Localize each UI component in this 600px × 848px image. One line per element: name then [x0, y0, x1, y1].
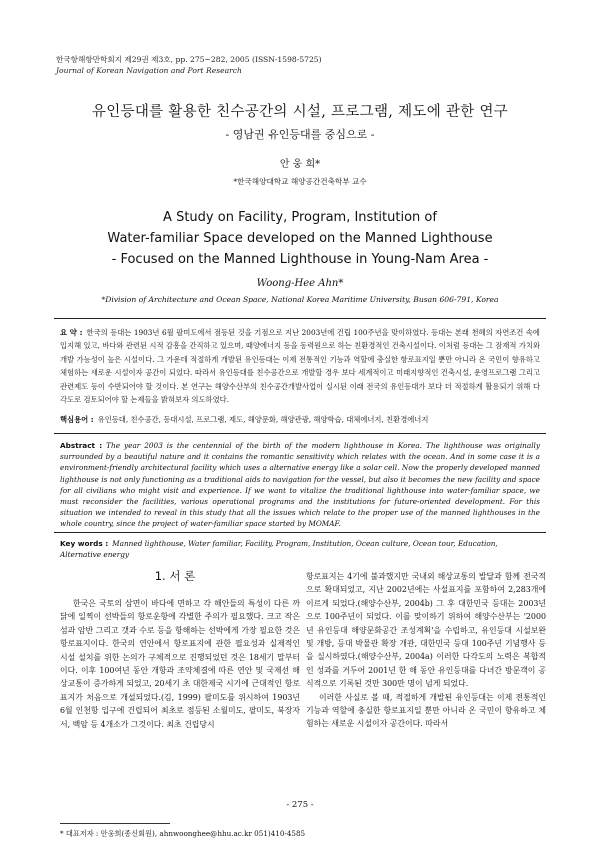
keywords-top-rule [54, 532, 546, 533]
title-en-line-3: - Focused on the Manned Lighthouse in Young-Nam Area - [111, 252, 489, 267]
paper-subtitle-korean: - 영남권 유인등대를 중심으로 - [225, 128, 375, 141]
page-number: - 275 - [286, 800, 314, 810]
journal-issue-line: 한국항해항만학회지 제29권 제3호, pp. 275~282, 2005 (ISSN-1598-5725) [56, 55, 322, 64]
abstract-korean [60, 326, 540, 406]
section-heading-introduction: 1. 서 론 [154, 569, 196, 583]
journal-header [56, 54, 322, 76]
paper-title-english [60, 207, 540, 270]
paper-title-korean: 유인등대를 활용한 친수공간의 시설, 프로그램, 제도에 관한 연구 [91, 104, 509, 120]
affiliation-english: *Division of Architecture and Ocean Space, National Korea Maritime University, Busan 606-791, Korea [101, 295, 499, 304]
keywords-english [60, 538, 540, 560]
intro-paragraph-1: 한국은 국토의 삼면이 바다에 면하고 각 해안들의 특성이 다른 까닭에 일찍이 선박들의 항로운항에 각별한 주의가 필요했다. 크고 작은 섬과 암반 그리고 갯과 수로 등을 항해하는 선박에게 가장 필요한 것은 항로표지이다. 한국의 연안에서 항로표지에 관한 필요성과 실제적인 시설 설치를 위한 논의가 구체적으로 진행되었던 것은 18세기 말부터이다. 이후 100여년 동안 개항과 조약체결에 따른 연안 및 국제선 해상교통이 증가하게 되었고, 20세기 초 대한제국 시기에 근대적인 항로표지가 처음으로 개설되었다.(김, 1999) 팔미도를 위시하여 1903년 6월 인천항 입구에 건립되어 최초로 점등된 소월미도, 팔미도, 북장자서, 백암 등 4개소가 그것이다. 최초 건립당시 [60, 599, 300, 729]
title-en-line-2: Water-familiar Space developed on the Manned Lighthouse [107, 231, 493, 246]
keywords-ko-text: 유인등대, 친수공간, 등대시설, 프로그램, 제도, 해양문화, 해양관광, 해양학습, 대체에너지, 친환경에너지 [97, 415, 429, 424]
footnote-rule [60, 823, 170, 824]
keywords-en-text: Manned lighthouse, Water familiar, Facility, Program, Institution, Ocean culture, Ocean tour, Education, Alternative energy [60, 539, 498, 559]
abstract-ko-label: 요 약 : [60, 328, 83, 337]
affiliation-korean: *한국해양대학교 해양공간건축학부 교수 [233, 177, 367, 186]
abstract-english [60, 440, 540, 530]
corresponding-author-footnote: * 대표저자 : 안웅희(종신회원), ahnwoonghee@hhu.ac.kr 051)410-4585 [60, 829, 306, 838]
abstract-middle-rule [54, 433, 546, 434]
abstract-ko-text: 한국의 등대는 1903년 6월 팔미도에서 점등된 것을 기점으로 지난 2003년에 건립 100주년을 맞이하였다. 등대는 본래 천혜의 자연조건 속에 입지해 있고, 바다와 관련된 시적 감흥을 간직하고 있으며, 때양에너지 등을 동력원으로 하는 친환경적인 건축시설이다. 이처럼 등대는 그 잠재적 가치와 개발 가능성이 높은 시설이다. 그 가운데 적절하게 개발된 유인등대는 이제 전통적인 기능과 역할에 충실한 항로표지일 뿐만 아니라 온 국민이 향유하고 체험하는 새로운 시설이자 공간이 되었다. 따라서 유인등대를 친수공간으로 개발할 경우 보다 세계적이고 미래지향적인 건축시설, 운영프로그램 그리고 관련제도 등이 수반되어야 할 것이다. 본 연구는 해양수산부의 친수공간개발사업이 실시된 이래 전국의 유인등대가 보다 더 적절하게 활용되기 위해 다각도로 검토되어야 할 논제들을 밝혀보자 의도하였다. [60, 328, 540, 405]
author-korean: 안 웅 희* [279, 159, 321, 170]
title-en-line-1: A Study on Facility, Program, Institution of [163, 210, 437, 225]
abstract-top-rule [54, 318, 546, 319]
intro-paragraph-2: 이러한 사실로 볼 때, 적절하게 개발된 유인등대는 이제 전통적인 기능과 역할에 충실한 항로표지일 뿐만 아니라 온 국민이 향유하고 체험하는 새로운 시설이자 공간이다. 따라서 [306, 692, 546, 729]
journal-name-line: Journal of Korean Navigation and Port Research [56, 66, 242, 75]
intro-paragraph-continued: 항로표지는 4기에 불과했지만 국내외 해상교통의 발달과 함께 전국적으로 확대되었고, 지난 2002년에는 사설표지를 포함하여 2,283개에 이르게 되었다.(해양수산부, 2004b) 그 후 대한민국 등대는 2003년으로 100주년이 되었다. 이를 맞이하기 위하여 해양수산부는 '2000년 유인등대 해양문화공간 조성계획'을 수립하고, 유인등대 시설보완 및 개방, 등대 박물관 확장 개관, 대한민국 등대 100주년 기념행사 등을 실시하였다.(해양수산부, 2004a) 이러한 다각도의 노력은 복합적인 성과를 거두어 2001년 한 해 동안 유인등대를 다녀간 방문객이 공식적으로 기록된 것만 300만 명이 넘게 되었다. [306, 572, 546, 689]
author-english: Woong-Hee Ahn* [256, 278, 344, 289]
keywords-ko-label: 핵심용어 : [60, 415, 94, 424]
abstract-en-label: Abstract : [60, 441, 103, 450]
body-column-right [306, 570, 546, 731]
abstract-en-text: The year 2003 is the centennial of the birth of the modern lighthouse in Korea. The lighthouse was originally surrounded by a beautiful nature and it contains the romantic sensitivity which relates with the ocean. And in some case it is a environment-friendly architectural facility which uses a alternative energy like a solar cell. Now the properly developed manned lighthouse is not only functioning as a traditional aids to navigation for the vessel, but also it becomes the new facility and space for all civilians who might visit and experience. If we want to vitalize the traditional lighthouse into water-familiar space, we must reconsider the facilities, various operational programs and the institutions for future-oriented development. For this situation we intended to reveal in this study that all the issues which relate to the proper use of the manned lighthouses in the whole country, since the project of water-familiar space started by MOMAF. [60, 441, 540, 529]
keywords-korean [60, 414, 540, 426]
keywords-en-label: Key words : [60, 539, 109, 548]
body-column-left [60, 597, 300, 731]
